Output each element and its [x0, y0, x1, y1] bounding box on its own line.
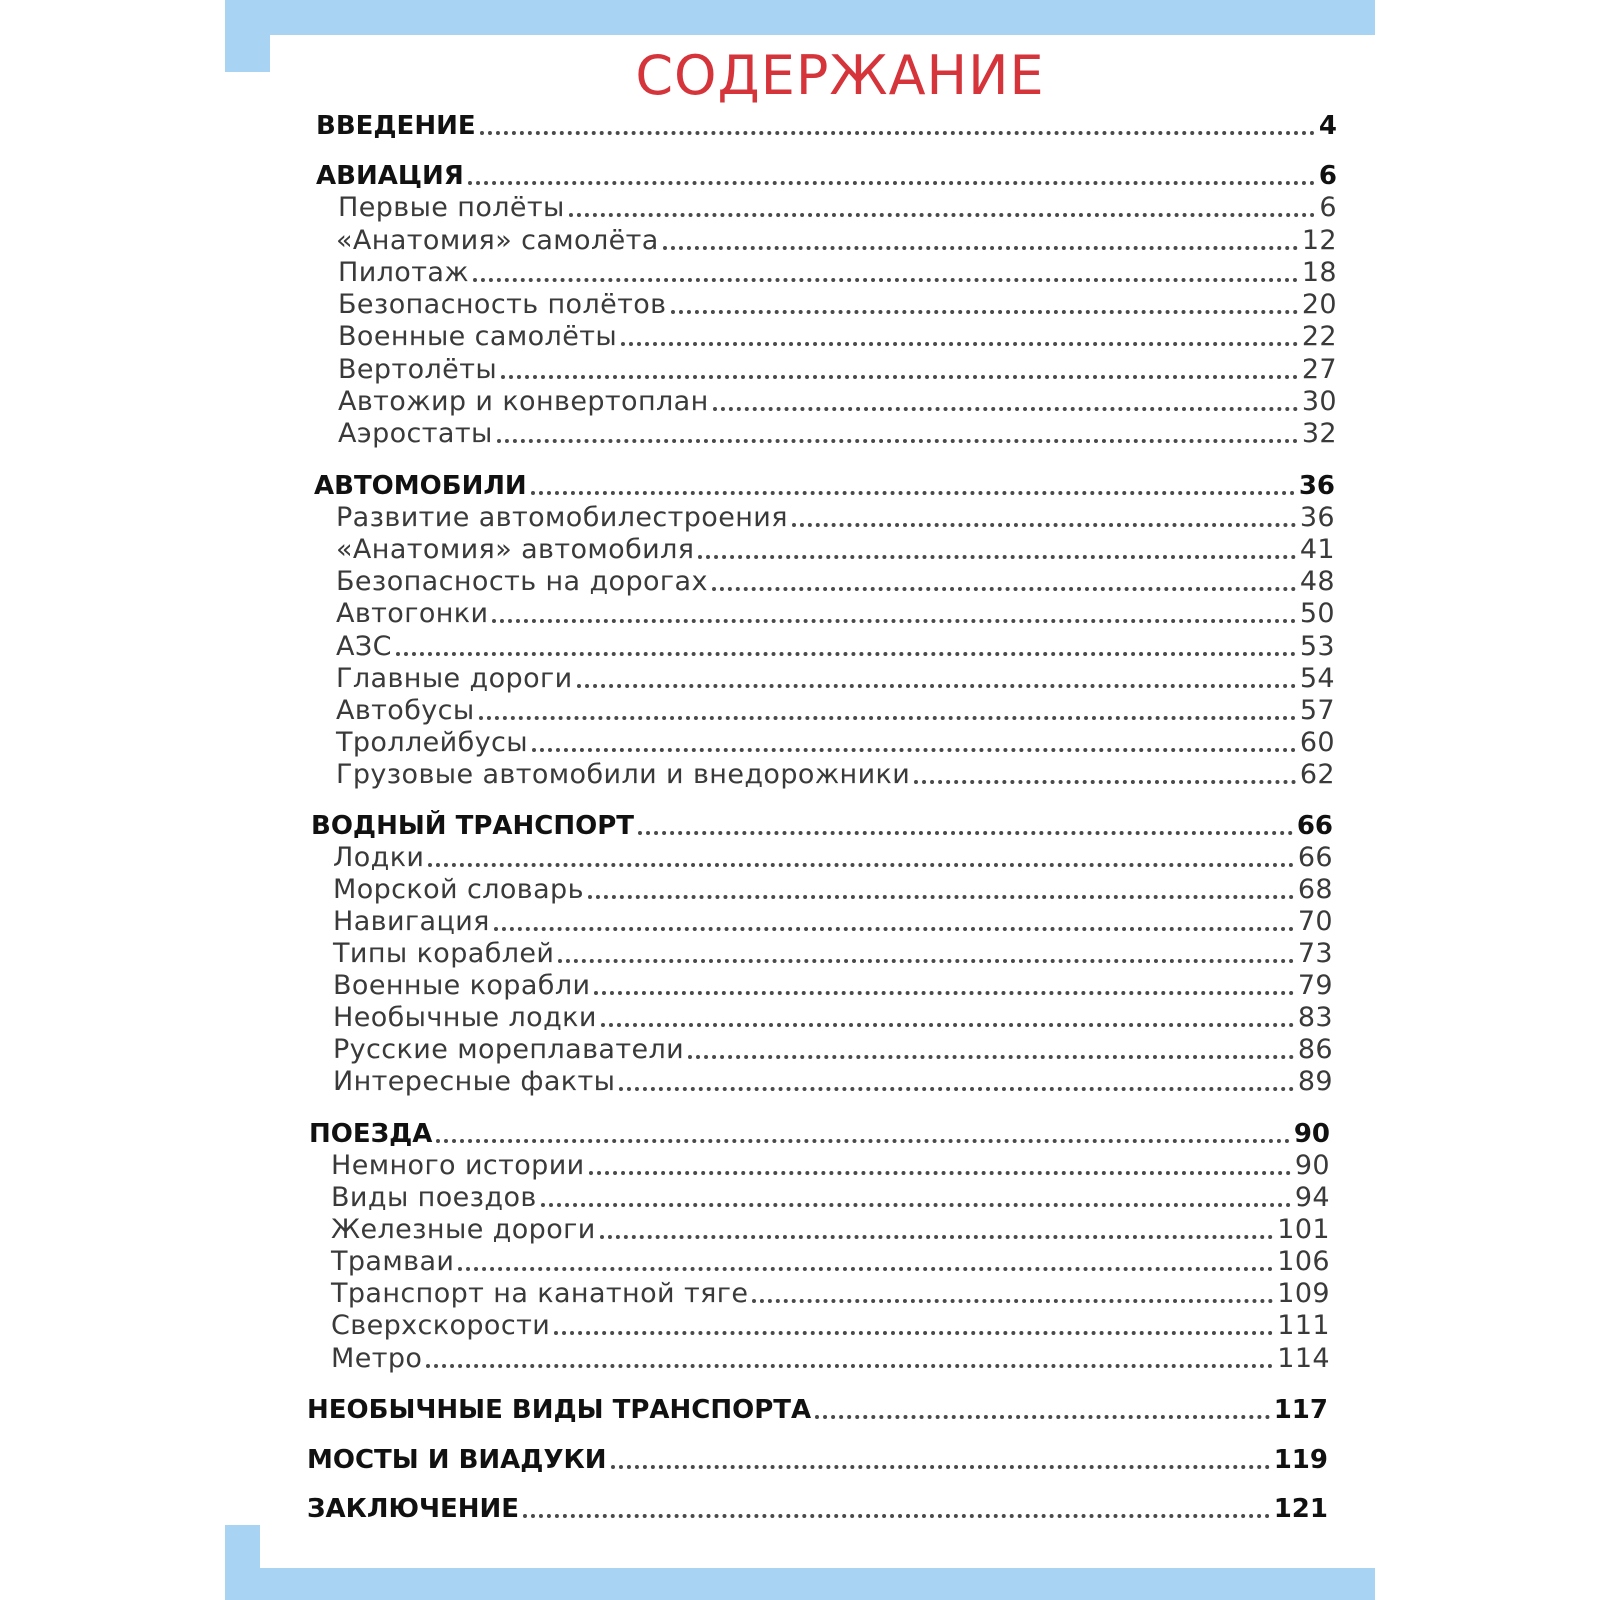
dot-leader [532, 748, 1296, 752]
dot-leader [428, 863, 1293, 867]
dot-leader [558, 959, 1293, 963]
dot-leader [492, 619, 1295, 623]
toc-entry-page-number: 60 [1299, 727, 1335, 758]
toc-subsection [336, 727, 1335, 759]
toc-subsection [333, 842, 1333, 874]
toc-entry-label: «Анатомия» автомобиля [336, 534, 695, 565]
toc-entry-page-number: 119 [1273, 1445, 1328, 1475]
toc-entry-label: Транспорт на канатной тяге [331, 1278, 749, 1309]
dot-leader [698, 555, 1295, 559]
toc-entry-label: Немного истории [331, 1150, 585, 1181]
toc-entry-label: Безопасность полётов [338, 289, 667, 320]
toc-entry-label: ВВЕДЕНИЕ [316, 111, 476, 141]
toc-entry-page-number: 22 [1301, 321, 1337, 352]
toc-subsection [338, 418, 1337, 450]
toc-subsection [338, 386, 1337, 418]
toc-subsection [331, 1214, 1330, 1246]
toc-section [309, 1118, 1330, 1150]
toc-section [307, 1444, 1328, 1476]
dot-leader [752, 1299, 1273, 1303]
page-title: СОДЕРЖАНИЕ [635, 44, 1045, 107]
toc-subsection [333, 1066, 1333, 1098]
toc-entry-page-number: 117 [1273, 1395, 1328, 1425]
toc-subsection [336, 225, 1337, 257]
toc-entry-label: АВТОМОБИЛИ [314, 471, 527, 501]
toc-subsection [333, 874, 1333, 906]
dot-leader [600, 1235, 1274, 1239]
toc-subsection [333, 906, 1333, 938]
toc-subsection [331, 1343, 1330, 1375]
toc-entry-page-number: 32 [1301, 418, 1337, 449]
toc-entry-page-number: 30 [1301, 386, 1337, 417]
toc-entry-label: Интересные факты [333, 1066, 616, 1097]
toc-entry-label: ПОЕЗДА [309, 1119, 433, 1149]
toc-entry-page-number: 121 [1273, 1494, 1328, 1524]
toc-entry-label: Автогонки [336, 598, 489, 629]
toc-subsection [338, 354, 1337, 386]
toc-subsection [331, 1278, 1330, 1310]
dot-leader [497, 439, 1298, 443]
toc-entry-page-number: 36 [1299, 502, 1335, 533]
toc-subsection [336, 566, 1335, 598]
dot-leader [480, 131, 1315, 135]
toc-subsection [338, 289, 1337, 321]
dot-leader [501, 375, 1298, 379]
toc-entry-label: Типы кораблей [333, 938, 555, 969]
toc-section [311, 810, 1333, 842]
dot-leader [569, 213, 1316, 217]
toc-entry-label: Военные корабли [333, 970, 591, 1001]
dot-leader [619, 1087, 1293, 1091]
toc-entry-page-number: 90 [1294, 1150, 1330, 1181]
dot-leader [792, 523, 1296, 527]
toc-entry-label: ВОДНЫЙ ТРАНСПОРТ [311, 811, 634, 841]
toc-subsection [338, 321, 1337, 353]
toc-subsection [338, 192, 1337, 224]
toc-entry-page-number: 62 [1299, 759, 1335, 790]
top-border-bar [225, 0, 1375, 35]
toc-entry-page-number: 106 [1277, 1246, 1330, 1277]
toc-entry-page-number: 4 [1318, 111, 1337, 141]
toc-entry-label: Железные дороги [331, 1214, 596, 1245]
dot-leader [473, 278, 1298, 282]
toc-entry-label: Развитие автомобилестроения [336, 502, 788, 533]
dot-leader [479, 716, 1296, 720]
dot-leader [541, 1203, 1291, 1207]
toc-entry-label: Главные дороги [336, 663, 573, 694]
toc-section [307, 1493, 1328, 1525]
dot-leader [601, 1023, 1294, 1027]
dot-leader [458, 1267, 1273, 1271]
toc-entry-page-number: 70 [1297, 906, 1333, 937]
toc-entry-label: Лодки [333, 842, 425, 873]
toc-entry-label: Виды поездов [331, 1182, 537, 1213]
toc-subsection [336, 534, 1335, 566]
dot-leader [426, 1364, 1273, 1368]
toc-entry-label: АВИАЦИЯ [316, 161, 464, 191]
toc-entry-label: «Анатомия» самолёта [336, 225, 659, 256]
toc-entry-page-number: 48 [1299, 566, 1335, 597]
toc-entry-label: Вертолёты [338, 354, 498, 385]
toc-entry-page-number: 83 [1297, 1002, 1333, 1033]
toc-entry-page-number: 68 [1297, 874, 1333, 905]
toc-entry-page-number: 18 [1301, 257, 1337, 288]
toc-subsection [331, 1246, 1330, 1278]
toc-entry-page-number: 50 [1299, 598, 1335, 629]
toc-entry-label: НЕОБЫЧНЫЕ ВИДЫ ТРАНСПОРТА [307, 1395, 812, 1425]
toc-entry-label: Морской словарь [333, 874, 584, 905]
toc-section [314, 470, 1335, 502]
toc-entry-page-number: 27 [1301, 354, 1337, 385]
toc-entry-label: Аэростаты [338, 418, 493, 449]
bottom-left-border-notch [225, 1525, 260, 1600]
toc-entry-label: АЗС [336, 631, 392, 662]
toc-section [307, 1394, 1328, 1426]
toc-subsection [333, 1034, 1333, 1066]
toc-subsection [336, 663, 1335, 695]
toc-subsection [331, 1182, 1330, 1214]
toc-subsection [331, 1150, 1330, 1182]
toc-subsection [336, 598, 1335, 630]
dot-leader [671, 310, 1298, 314]
dot-leader [494, 927, 1294, 931]
dot-leader [611, 1465, 1270, 1469]
toc-entry-page-number: 20 [1301, 289, 1337, 320]
dot-leader [914, 780, 1296, 784]
toc-entry-page-number: 101 [1277, 1214, 1330, 1245]
toc-entry-page-number: 94 [1294, 1182, 1330, 1213]
toc-entry-page-number: 109 [1277, 1278, 1330, 1309]
toc-entry-label: Русские мореплаватели [333, 1034, 685, 1065]
dot-leader [589, 1171, 1291, 1175]
toc-entry-label: Пилотаж [338, 257, 470, 288]
dot-leader [713, 407, 1298, 411]
toc-entry-page-number: 57 [1299, 695, 1335, 726]
toc-entry-label: ЗАКЛЮЧЕНИЕ [307, 1494, 520, 1524]
toc-entry-label: МОСТЫ И ВИАДУКИ [307, 1445, 607, 1475]
dot-leader [594, 991, 1293, 995]
toc-entry-page-number: 12 [1301, 225, 1337, 256]
toc-subsection [333, 938, 1333, 970]
dot-leader [638, 831, 1293, 835]
toc-entry-page-number: 73 [1297, 938, 1333, 969]
toc-entry-page-number: 6 [1319, 192, 1337, 223]
toc-entry-page-number: 90 [1293, 1119, 1330, 1149]
dot-leader [554, 1331, 1273, 1335]
toc-entry-page-number: 53 [1299, 631, 1335, 662]
toc-entry-label: Трамваи [331, 1246, 455, 1277]
dot-leader [436, 1139, 1289, 1143]
toc-entry-label: Безопасность на дорогах [336, 566, 708, 597]
toc-subsection [336, 502, 1335, 534]
dot-leader [688, 1055, 1294, 1059]
dot-leader [815, 1415, 1270, 1419]
toc-section [316, 160, 1337, 192]
toc-entry-page-number: 6 [1318, 161, 1337, 191]
dot-leader [531, 491, 1295, 495]
toc-entry-page-number: 66 [1296, 811, 1333, 841]
toc-entry-page-number: 89 [1297, 1066, 1333, 1097]
toc-entry-label: Автобусы [336, 695, 475, 726]
toc-subsection [331, 1310, 1330, 1342]
dot-leader [523, 1514, 1270, 1518]
dot-leader [588, 895, 1294, 899]
toc-entry-label: Необычные лодки [333, 1002, 597, 1033]
toc-entry-label: Навигация [333, 906, 490, 937]
dot-leader [468, 181, 1315, 185]
dot-leader [663, 246, 1298, 250]
toc-entry-label: Сверхскорости [331, 1310, 551, 1341]
toc-subsection [338, 257, 1337, 289]
toc-subsection [336, 695, 1335, 727]
toc-section [316, 110, 1337, 142]
toc-entry-label: Метро [331, 1343, 423, 1374]
dot-leader [621, 342, 1298, 346]
toc-entry-label: Грузовые автомобили и внедорожники [336, 759, 911, 790]
dot-leader [577, 684, 1296, 688]
toc-entry-page-number: 66 [1297, 842, 1333, 873]
toc-entry-label: Первые полёты [338, 192, 565, 223]
toc-entry-label: Автожир и конвертоплан [338, 386, 709, 417]
toc-entry-label: Военные самолёты [338, 321, 618, 352]
toc-entry-label: Троллейбусы [336, 727, 529, 758]
toc-entry-page-number: 36 [1298, 471, 1335, 501]
toc-subsection [336, 759, 1335, 791]
bottom-border-bar [225, 1568, 1375, 1600]
toc-entry-page-number: 114 [1277, 1343, 1330, 1374]
toc-subsection [336, 631, 1335, 663]
toc-subsection [333, 970, 1333, 1002]
toc-entry-page-number: 111 [1277, 1310, 1330, 1341]
dot-leader [396, 652, 1296, 656]
toc-subsection [333, 1002, 1333, 1034]
toc-entry-page-number: 86 [1297, 1034, 1333, 1065]
toc-entry-page-number: 54 [1299, 663, 1335, 694]
toc-entry-page-number: 79 [1297, 970, 1333, 1001]
toc-entry-page-number: 41 [1299, 534, 1335, 565]
dot-leader [712, 587, 1296, 591]
